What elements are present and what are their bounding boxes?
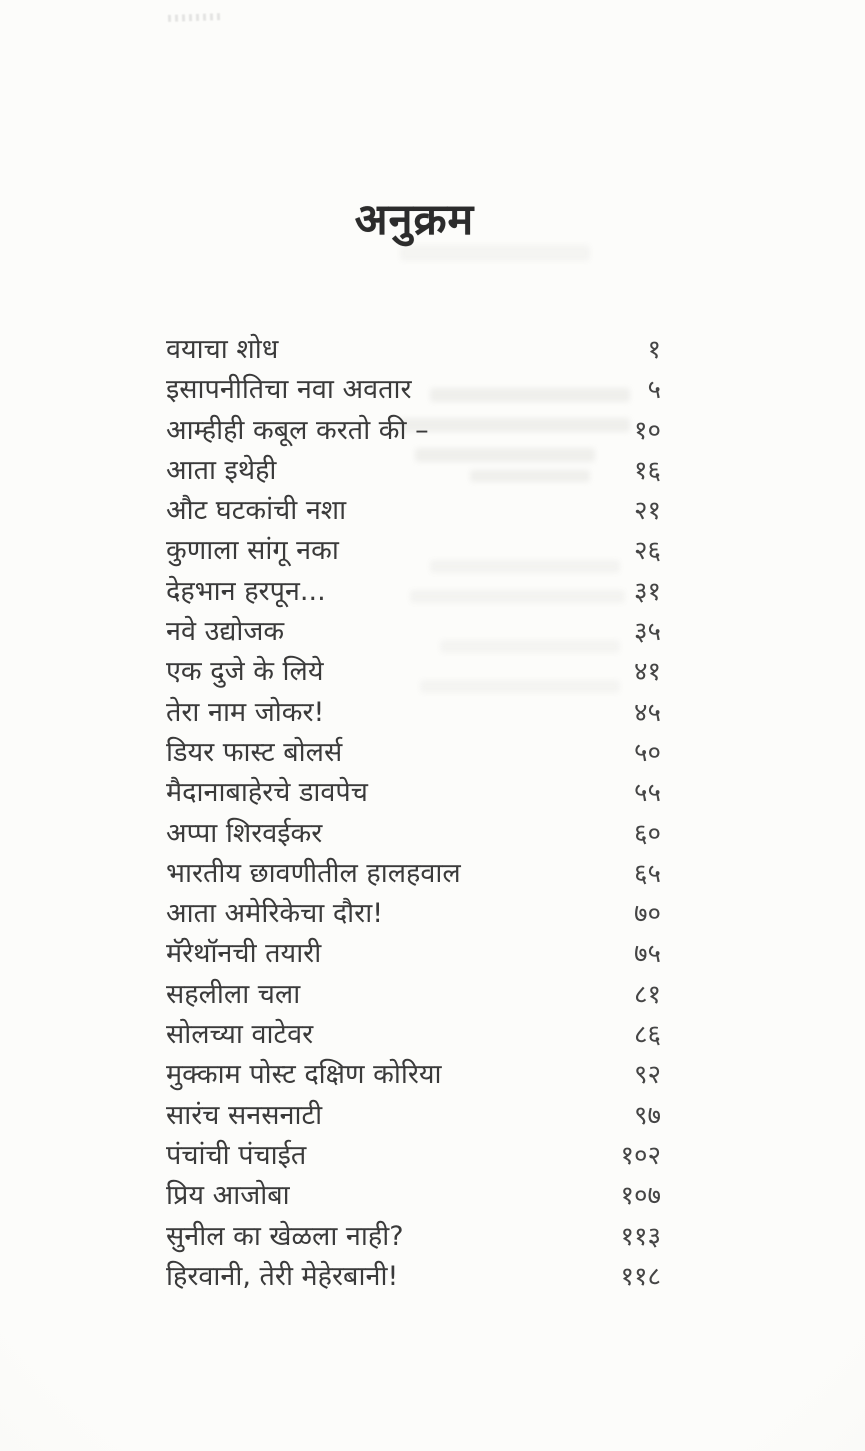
toc-entry [166, 370, 663, 410]
toc-entry-page-number: ७५ [633, 939, 661, 970]
toc-entry-page-number: २६ [633, 536, 661, 567]
toc-entry-title: मॅरेथॉनची तयारी [166, 938, 322, 970]
toc-entry-page-number: ४१ [633, 657, 661, 688]
toc-entry-title: भारतीय छावणीतील हालहवाल [166, 857, 461, 889]
toc-entry [166, 854, 663, 894]
toc-entry-title: आम्हीही कबूल करतो की – [166, 414, 429, 446]
toc-entry-page-number: ७० [633, 899, 661, 930]
toc-entry-title: डियर फास्ट बोलर्स [166, 736, 343, 768]
toc-entry [166, 531, 663, 571]
toc-entry-title: वयाचा शोध [166, 334, 279, 365]
toc-entry-title: नवे उद्योजक [166, 616, 285, 648]
toc-entry-title: आता अमेरिकेचा दौरा! [166, 898, 384, 930]
table-of-contents [166, 330, 663, 1297]
toc-entry-title: सोलच्या वाटेवर [166, 1019, 314, 1051]
toc-entry-page-number: १६ [633, 455, 661, 486]
toc-entry-page-number: ५० [633, 737, 661, 768]
toc-entry-page-number: ५ [647, 375, 661, 406]
toc-entry [166, 1217, 663, 1257]
toc-entry-title: कुणाला सांगू नका [166, 535, 339, 567]
toc-entry-title: प्रिय आजोबा [166, 1180, 290, 1212]
toc-entry-title: सहलीला चला [166, 978, 301, 1010]
toc-entry [166, 652, 663, 692]
toc-entry-page-number: ४५ [633, 697, 661, 728]
toc-entry [166, 411, 663, 451]
toc-entry-title: देहभान हरपून... [166, 575, 326, 607]
toc-entry-title: पंचांची पंचाईत [166, 1139, 307, 1171]
toc-entry [166, 814, 663, 854]
toc-entry [166, 1096, 663, 1136]
toc-entry-title: इसापनीतिचा नवा अवतार [166, 374, 412, 406]
toc-entry-title: हिरवानी, तेरी मेहेरबानी! [166, 1260, 399, 1292]
toc-entry-page-number: ५५ [633, 778, 661, 809]
toc-entry [166, 1015, 663, 1055]
toc-entry-title: आता इथेही [166, 454, 277, 486]
toc-entry [166, 1176, 663, 1216]
toc-entry [166, 1257, 663, 1297]
toc-entry-page-number: ९२ [633, 1060, 661, 1091]
toc-entry-page-number: २१ [633, 496, 661, 527]
toc-entry [166, 975, 663, 1015]
toc-entry-page-number: ३५ [633, 617, 661, 648]
toc-entry-title: सारंच सनसनाटी [166, 1099, 323, 1131]
toc-entry-page-number: १०७ [620, 1181, 661, 1212]
toc-entry [166, 733, 663, 773]
toc-entry [166, 491, 663, 531]
toc-entry [166, 934, 663, 974]
toc-entry [166, 773, 663, 813]
toc-entry [166, 330, 663, 370]
toc-entry-title: औट घटकांची नशा [166, 495, 347, 527]
toc-entry-title: सुनील का खेळला नाही? [166, 1220, 404, 1252]
toc-entry-page-number: ८६ [633, 1020, 661, 1051]
toc-entry-page-number: ६० [633, 818, 661, 849]
toc-entry [166, 1055, 663, 1095]
toc-entry-page-number: ३१ [633, 576, 661, 607]
toc-entry-title: मुक्काम पोस्ट दक्षिण कोरिया [166, 1059, 442, 1091]
toc-entry [166, 1136, 663, 1176]
toc-entry-page-number: ११३ [620, 1221, 661, 1252]
toc-entry-page-number: १०२ [620, 1140, 661, 1171]
toc-entry-title: अप्पा शिरवईकर [166, 817, 323, 849]
toc-entry-page-number: ८१ [633, 979, 661, 1010]
toc-entry [166, 451, 663, 491]
toc-entry [166, 572, 663, 612]
showthrough-ghost [400, 245, 590, 261]
toc-entry-title: तेरा नाम जोकर! [166, 696, 325, 728]
toc-entry-page-number: ९७ [633, 1100, 661, 1131]
toc-entry [166, 894, 663, 934]
toc-entry-page-number: ६५ [633, 858, 661, 889]
toc-entry-page-number: ११८ [620, 1261, 661, 1292]
toc-entry [166, 612, 663, 652]
toc-entry-title: मैदानाबाहेरचे डावपेच [166, 777, 368, 809]
page-title: अनुक्रम [354, 195, 475, 245]
toc-entry-title: एक दुजे के लिये [166, 656, 324, 688]
toc-entry [166, 693, 663, 733]
toc-entry-page-number: १० [633, 415, 661, 446]
pencil-smudge [168, 13, 222, 22]
toc-entry-page-number: १ [647, 335, 661, 365]
